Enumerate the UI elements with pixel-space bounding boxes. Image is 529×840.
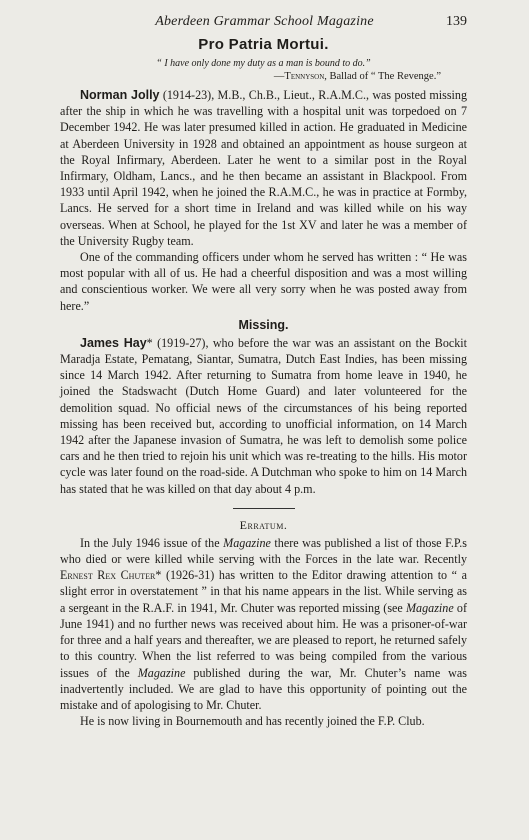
erratum-text-1: In the July 1946 issue of the	[80, 535, 224, 550]
running-head	[0, 14, 529, 34]
erratum-person-name: Ernest Rex Chuter	[60, 568, 156, 583]
missing-heading: Missing.	[238, 317, 289, 332]
epigraph-author: Tennyson	[284, 71, 325, 82]
erratum-followup: He is now living in Bournemouth and has recently joined the F.P. Club.	[80, 714, 425, 729]
erratum-heading: Erratum.	[239, 517, 288, 532]
obituary-jolly	[60, 87, 467, 249]
missing-name-hay: James Hay	[80, 335, 147, 350]
magazine-ref-3: Magazine	[137, 665, 186, 680]
page-number: 139	[446, 14, 467, 29]
epigraph: “ I have only done my duty as a man is bound to do.”	[156, 58, 371, 69]
article-title: Pro Patria Mortui.	[198, 36, 329, 53]
erratum-text-2: there was published a list of those F.P.s who died or were killed while serving with the Forces in the late war. Recently	[60, 535, 467, 567]
section-divider	[233, 508, 295, 509]
missing-hay	[60, 335, 467, 497]
obituary-tribute: One of the commanding officers under whom he served has written : “ He was most popular with all of us. He had a cheerful disposition and was a most willing and conscientious worker. We were all very sorry when he was posted away from here.”	[60, 250, 467, 313]
erratum-text-5: published during the war, Mr. Chuter’s name was inadvertently included. We are glad to have this opportunity of pointing out the mistake and of apologising to Mr. Chuter.	[60, 665, 467, 712]
running-title: Aberdeen Grammar School Magazine	[155, 14, 374, 29]
epigraph-source	[60, 70, 467, 83]
epigraph-dash: —	[273, 71, 285, 82]
magazine-ref-2: Magazine	[405, 600, 454, 615]
missing-text-hay: * (1919-27), who before the war was an assistant on the Bockit Maradja Estate, Pematang, Siantar, Sumatra, Dutch East Indies, has been missing since 14 March 1942. After returning to Sumatra from home leave in 1940, he joined the Stadswacht (Dutch Home Guard) and later volunteered for the demolition squad. No official news of the circumstances of his being reported missing has been received but, according to unofficial information, on 14 March 1942 after the Japanese invasion of Sumatra, he was left to demolish some police cars and he then tried to rejoin his unit which was re-treating to the hills. His motor cycle was later found on the road-side. A Dutchman who spoke to him on 14 March has stated that he was killed on that day about 4 p.m.	[60, 335, 467, 496]
obituary-name-jolly: Norman Jolly	[80, 88, 160, 102]
erratum-paragraph	[60, 535, 467, 713]
magazine-ref-1: Magazine	[223, 535, 271, 550]
epigraph-work: , Ballad of “ The Revenge.”	[324, 71, 441, 82]
article-body	[60, 36, 467, 729]
erratum-text-3: * (1926-31) has written to the Editor drawing attention to “ a slight error in overstatement ” in that his name appears in the list. While serving as a sergeant in the R.A.F. in 1941, Mr. Chuter was reported missing (see	[60, 568, 467, 615]
erratum-text-4: of June 1941) and no further news was received about him. He was a prisoner-of-war for three and a half years and thereafter, we are pleased to report, he returned safely to this country. When the list referred to was being compiled from the various issues of the	[60, 600, 467, 680]
obituary-text-jolly: (1914-23), M.B., Ch.B., Lieut., R.A.M.C., was posted missing after the ship in which he was travelling with a hospital unit was torpedoed on 7 December 1942. He was later presumed killed in action. He graduated in Medicine at Aberdeen University in 1928 and obtained an appointment as house surgeon at the Royal Infirmary, Aberdeen. Later he went to a similar post in the Royal Infirmary, Oldham, Lancs., and he then became an assistant in Blackpool. From 1933 until April 1942, when he joined the R.A.M.C., he was in practice at Formby, Lancs. He served for a short time in Ireland and was killed while on his way overseas. When at School, he played for the 1st XV and later he was a member of the University Rugby team.	[60, 88, 467, 248]
